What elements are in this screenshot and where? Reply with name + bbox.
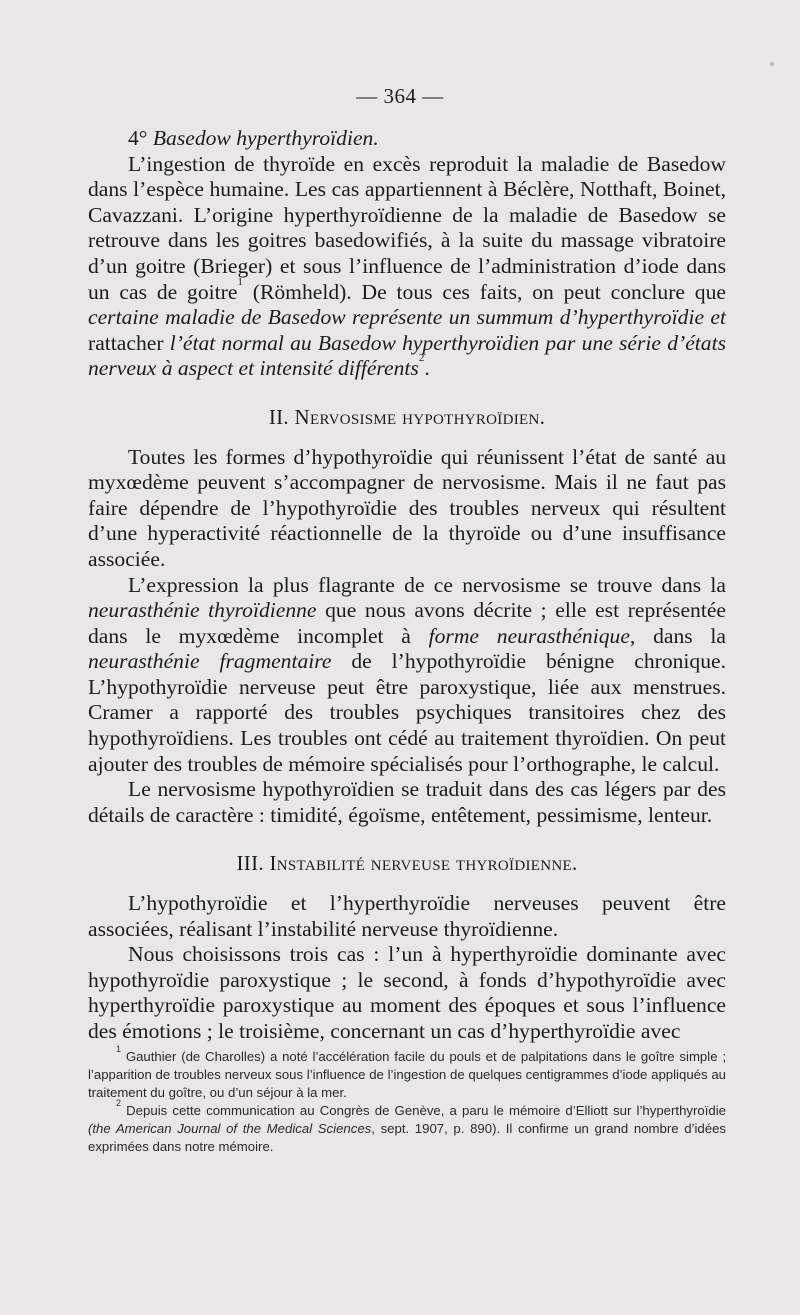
section-iii-title: Instabilité nerveuse thyroïdienne. (269, 851, 578, 876)
page-number: — 364 — (356, 84, 444, 108)
footnote-ref-2: 2 (418, 352, 425, 365)
paragraph-3-italic-1: neurasthénie thyroïdienne (88, 598, 317, 623)
footnote-1 (88, 1044, 726, 1102)
footnote-ref-1: 1 (237, 275, 243, 288)
footnote-1-text: Gauthier (de Charolles) a noté l’accélération facile du pouls et de palpitations dans le goître simple ; l’apparition de troubles nerveux sous l’influence de l’ingestion de quelques centigrammes d’iode appliqués au traitement du goître, ou d’un séjour à la mer. (88, 1049, 726, 1100)
paragraph-3-text-a: L’expression la plus flagrante de ce nervosisme se trouve dans la (128, 572, 726, 597)
footnote-2 (88, 1098, 726, 1156)
footnote-2-italic-2: the Medical Sciences (242, 1121, 372, 1136)
footnote-2-text-c: , sept. 1907, p. 890). Il confirme un grand nombre d’idées exprimées dans notre mémoire. (88, 1121, 726, 1154)
footnote-2-italic-1: (the American Journal (88, 1121, 221, 1136)
paragraph-1-text: L’ingestion de thyroïde en excès reproduit la maladie de Basedow dans l’espèce humaine. Les cas appartiennent à Béclère, Notthaft, Boinet, Cavazzani. L’origine hyperthyroïdienne de la maladie de Basedow se retrouve dans les goitres basedowifiés, à la suite du massage vibratoire d’un goitre (Brieger) et sous l’influence de l’administration d’iode dans un cas de goitre (88, 151, 726, 304)
section-iii-number: III. (236, 851, 264, 876)
paragraph-3-italic-2: forme neurasthénique (428, 623, 630, 648)
footnote-2-marker: 2 (116, 1098, 122, 1108)
paragraph-1 (88, 152, 726, 382)
main-text (88, 126, 726, 1045)
paragraph-1-italic-1: certaine maladie de Basedow représente un summum d’hyperthyroïdie (88, 305, 705, 330)
paragraph-3-text-b: que nous avons décrite ; elle est représentée dans le myxœdème incomplet à (88, 598, 726, 648)
paragraph-3-text-d: de l’hypothyroïdie bénigne chronique. L’hypothyroïdie nerveuse peut être paroxystique, liée aux menstrues. Cramer a rapporté des troubles psychiques transitoires chez des hypothyroïdiens. Les troubles ont cédé au traitement thyroïdien. On peut ajouter des troubles de mémoire spécialisés pour l’orthographe, le calcul. (88, 649, 726, 776)
paragraph-2: Toutes les formes d’hypothyroïdie qui réunissent l’état de santé au myxœdème peuvent s’accompagner de nervosisme. Mais il ne faut pas faire dépendre de l’hypothyroïdie des troubles nerveux qui résultent d’une hyperactivité réactionnelle de la thyroïde ou d’une insuffisance associée. (88, 444, 726, 571)
paragraph-1-text-d: rattacher (88, 330, 170, 355)
section-ii-number: II. (268, 404, 289, 429)
section-heading-iii (88, 851, 726, 877)
subheading-basedow (88, 126, 726, 152)
subheading-number: 4° (128, 126, 148, 150)
section-heading-ii (88, 405, 726, 431)
footnote-1-marker: 1 (116, 1044, 122, 1054)
paragraph-1-end: . (424, 356, 430, 381)
subheading-title: Basedow hyperthyroïdien. (152, 126, 379, 150)
paragraph-1-text-b: (Römheld). De tous ces faits, on peut conclure que (242, 279, 726, 304)
footnote-2-text-a: Depuis cette communication au Congrès de Genève, a paru le mémoire d’Elliott sur l’hyperthyroïdie (121, 1103, 726, 1118)
paper-speck (770, 62, 774, 66)
section-ii-title: Nervosisme hypothyroïdien. (294, 404, 546, 429)
paragraph-1-italic-3: l’état normal au Basedow hyperthyroïdien par une série d’états nerveux à aspect et intensité différents (88, 330, 726, 381)
paragraph-5: L’hypothyroïdie et l’hyperthyroïdie nerveuses peuvent être associées, réalisant l’instabilité nerveuse thyroïdienne. (88, 891, 726, 941)
paragraph-1-italic-2: et (710, 305, 726, 330)
paragraph-3 (88, 573, 726, 778)
paragraph-3-italic-3: neurasthénie fragmentaire (88, 649, 332, 674)
paragraph-4: Le nervosisme hypothyroïdien se traduit dans des cas légers par des détails de caractère : timidité, égoïsme, entêtement, pessimisme, lenteur. (88, 777, 726, 827)
footnote-2-text-b: of (220, 1121, 243, 1136)
paragraph-3-text-c: , dans la (629, 623, 726, 648)
paragraph-6: Nous choisissons trois cas : l’un à hyperthyroïdie dominante avec hypothyroïdie paroxystique ; le second, à fonds d’hypothyroïdie avec hyperthyroïdie paroxystique au moment des époques et sous l’influence des émotions ; le troisième, concernant un cas d’hyperthyroïdie avec (88, 942, 726, 1043)
footnotes (88, 1044, 726, 1156)
